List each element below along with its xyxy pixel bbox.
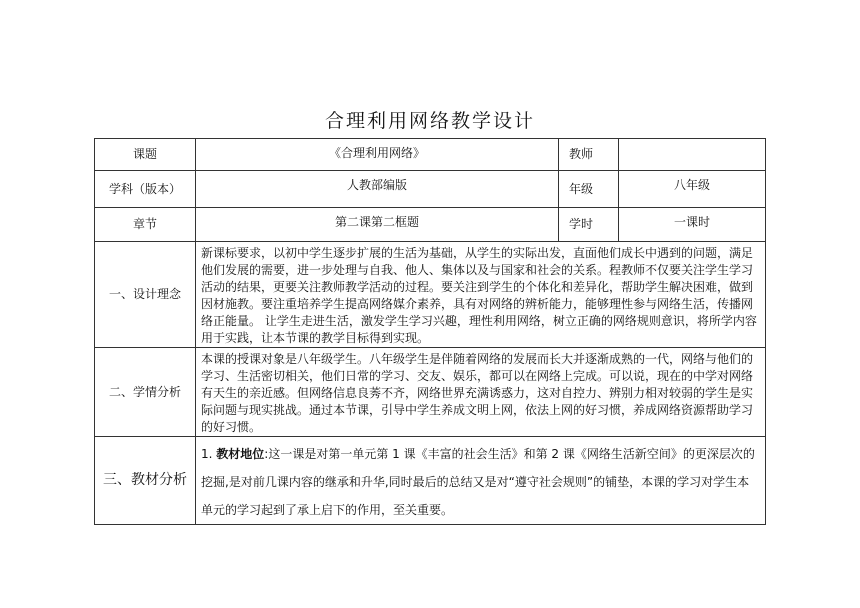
item-prefix: 1.	[201, 447, 217, 461]
hours-label: 学时	[559, 208, 619, 242]
subject-label: 学科（版本）	[95, 171, 196, 208]
chapter-value: 第二课第二框题	[196, 208, 559, 242]
topic-label: 课题	[95, 139, 196, 171]
table-row	[95, 348, 766, 437]
document-title: 合理利用网络教学设计	[324, 110, 535, 132]
learner-analysis-label: 二、学情分析	[95, 348, 196, 437]
table-row	[95, 437, 766, 525]
design-concept-label: 一、设计理念	[95, 242, 196, 348]
textbook-analysis-label: 三、教材分析	[95, 437, 196, 525]
item-title: 教材地位	[216, 447, 265, 461]
design-concept-text: 新课标要求，以初中学生逐步扩展的生活为基础，从学生的实际出发，直面他们成长中遇到的问题，满足他们发展的需要，进一步处理与自我、他人、集体以及与国家和社会的关系。程教师不仅要关注学生学习活动的结果，更要关注教师教学活动的过程。要关注到学生的个体化和差异化，帮助学生解决困难，做到因材施教。要注重培养学生提高网络媒介素养，具有对网络的辨析能力，能够理性参与网络生活，传播网络正能量。 让学生走进生活，激发学生学习兴趣，理性利用网络，树立正确的网络规则意识，将所学内容用于实践，让本节课的教学目标得到实现。	[196, 242, 766, 348]
table-row	[95, 171, 766, 208]
item-text: :这一课是对第一单元第 1 课《丰富的社会生活》和第 2 课《网络生活新空间》的更深层次的挖掘,是对前几课内容的继承和升华,同时最后的总结又是对“遵守社会规则”的铺垫，本课的学习对学生本单元的学习起到了承上启下的作用，至关重要。	[201, 447, 755, 517]
teacher-label: 教师	[559, 139, 619, 171]
hours-value: 一课时	[619, 208, 766, 242]
table-row	[95, 208, 766, 242]
textbook-analysis-text	[196, 437, 766, 525]
table-row	[95, 242, 766, 348]
grade-value: 八年级	[619, 171, 766, 208]
topic-value: 《合理利用网络》	[196, 139, 559, 171]
learner-analysis-text: 本课的授课对象是八年级学生。八年级学生是伴随着网络的发展而长大并逐渐成熟的一代，网络与他们的学习、生活密切相关，他们日常的学习、交友、娱乐，都可以在网络上完成。可以说，现在的中学对网络有天生的亲近感。但网络信息良莠不齐，网络世界充满诱惑力，这对自控力、辨别力相对较弱的学生是实际问题与现实挑战。通过本节课，引导中学生养成文明上网，依法上网的好习惯，养成网络资源帮助学习的好习惯。	[196, 348, 766, 437]
lesson-plan-table	[94, 138, 766, 525]
grade-label: 年级	[559, 171, 619, 208]
table-row	[95, 139, 766, 171]
teacher-value	[619, 139, 766, 171]
subject-value: 人教部编版	[196, 171, 559, 208]
chapter-label: 章节	[95, 208, 196, 242]
